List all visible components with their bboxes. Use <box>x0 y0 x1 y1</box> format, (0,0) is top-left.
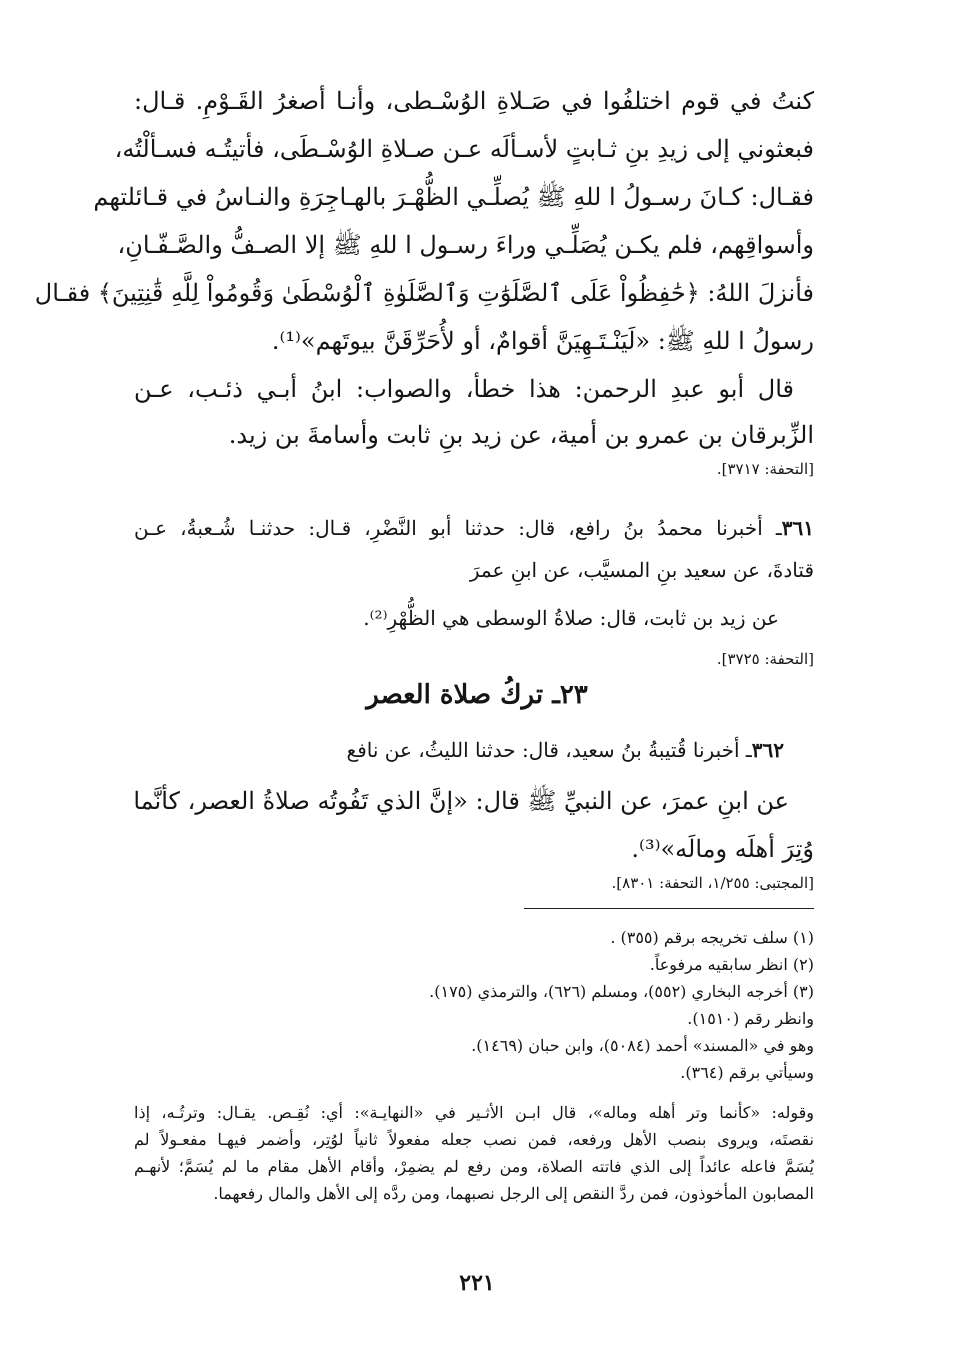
hadith-362-line-1 <box>134 730 784 770</box>
hadith-text: ـ أخبرنا قُتيبةُ بنُ سعيد، قال: حدثنا الليثُ، عن نافع <box>346 738 752 762</box>
footnote-separator <box>524 908 814 909</box>
takhrij-reference: [التحفة: ٣٧٢٥]. <box>716 650 814 668</box>
footnote-3-explanation: المصابون المأخوذون، فمن ردَّ النقص إلى الرجل نصبهما، ومن ردَّه إلى الأهل والمال رفعهما. <box>213 1184 814 1203</box>
page-number: ٢٢١ <box>459 1270 495 1296</box>
footnote-3-explanation: نقصتَه، ويروى بنصب الأهل ورفعه، فمن نصب جعله مفعولاً ثانياً لوُتِر، وأضمر فيهـا مفعـولاً لم <box>134 1130 814 1149</box>
section-heading: ٢٣ـ تركُ صلاة العصر <box>366 680 588 710</box>
body-line-4: وأسواقِهم، فلم يكـن يُصَلِّـي وراءَ رسـول ا للهِ ﷺ إلا الصـفُّ والصَّـفّـانِ، <box>117 231 814 259</box>
takhrij-reference: [المجتبى: ١/٢٥٥، التحفة: ٨٣٠١]. <box>611 874 814 892</box>
body-line-6: رسولُ ا للهِ ﷺ: «لَيَنْـتَـهِيَنَّ أقوامٌ، أو لأُحَرِّقَنَّ بيوتَهم»⁽¹⁾. <box>271 327 814 355</box>
footnote-3-cont: وانظر رقم (١٥١٠). <box>687 1009 814 1028</box>
footnote-3-explanation: وقوله: «كأنما وتر أهله وماله»، قال ابـن الأثـير في «النهايـة»: أي: نُقِـص. يقـال: وترتُـه، إذا <box>134 1103 814 1122</box>
hadith-text: ـ أخبرنا محمدُ بنُ رافع، قال: حدثنا أبو النَّضْرِ، قـال: حدثنـا شُـعبةُ، عـن <box>134 516 782 540</box>
hadith-362-line-2: عن ابنِ عمرَ، عن النبيِّ ﷺ قال: «إنَّ الذي تَفُوتُه صلاةُ العصر، كأنَّما <box>133 787 789 815</box>
body-line-5: فأنزلَ اللهُ: ﴿حَٰفِظُواْ عَلَى ٱلصَّلَوَٰتِ وَٱلصَّلَوٰةِ ٱلْوُسْطَىٰ وَقُومُواْ لِلَّهِ قَٰنِتِينَ﴾ فقـال <box>34 279 814 307</box>
footnote-3-explanation: يُسَمَّ فاعله عائداً إلى الذي فاتته الصلاة، ومن رفع لم يضمِرْ، وأقام الأهل مقام ما لم يُسَمَّ؛ لأنهـم <box>134 1157 815 1176</box>
hadith-362-line-3: وُتِرَ أهلَه ومالَه»⁽³⁾. <box>631 835 814 863</box>
hadith-number: ٣٦١ <box>781 516 814 540</box>
comment-line-1: قال أبو عبدِ الرحمن: هذا خطأ، والصواب: ابنُ أبـي ذئـب، عـن <box>134 375 794 403</box>
body-line-1: كنتُ في قوم اختلفُوا في صَـلاةِ الوُسْـطى، وأنـا أصغرُ القَـوْمِ. قـال: <box>134 87 814 115</box>
footnote-3-cont: وسيأتي برقم (٣٦٤). <box>680 1063 814 1082</box>
footnote-2: (٢) انظر سابقيه مرفوعاً. <box>649 955 814 974</box>
footnote-3: (٣) أخرجه البخاري (٥٥٢)، ومسلم (٦٢٦)، والترمذي (١٧٥). <box>429 982 814 1001</box>
footnote-1: (١) سلف تخريجه برقم (٣٥٥) . <box>610 928 814 947</box>
body-line-2: فبعثوني إلى زيدِ بنِ ثـابتٍ لأسـألَه عـن صـلاةِ الوُسْـطَى، فأتيتُـه فسـألْتُه، <box>114 135 814 163</box>
hadith-361-line-1 <box>134 508 814 548</box>
footnote-3-cont: وهو في «المسند» أحمد (٥٠٨٤)، وابن حبان (١٤٦٩). <box>471 1036 814 1055</box>
body-line-3: فقـال: كـانَ رسـولُ ا للهِ ﷺ يُصلِّـي الظُّهْـرَ بالهـاجِرَةِ والنـاسُ في قـائلتهم <box>93 183 814 211</box>
hadith-number: ٣٦٢ <box>751 738 784 762</box>
hadith-361-line-2: قتادةَ، عن سعيد بنِ المسيَّب، عن ابنِ عمرَ <box>469 558 814 582</box>
hadith-361-line-3: عن زيد بن ثابت، قال: صلاةُ الوسطى هي الظُّهْرِ⁽²⁾. <box>363 606 779 630</box>
takhrij-reference: [التحفة: ٣٧١٧]. <box>716 460 814 478</box>
comment-line-2: الزِّبرقان بن عمرو بن أمية، عن زيد بنِ ثابت وأسامةَ بن زيد. <box>228 421 814 449</box>
